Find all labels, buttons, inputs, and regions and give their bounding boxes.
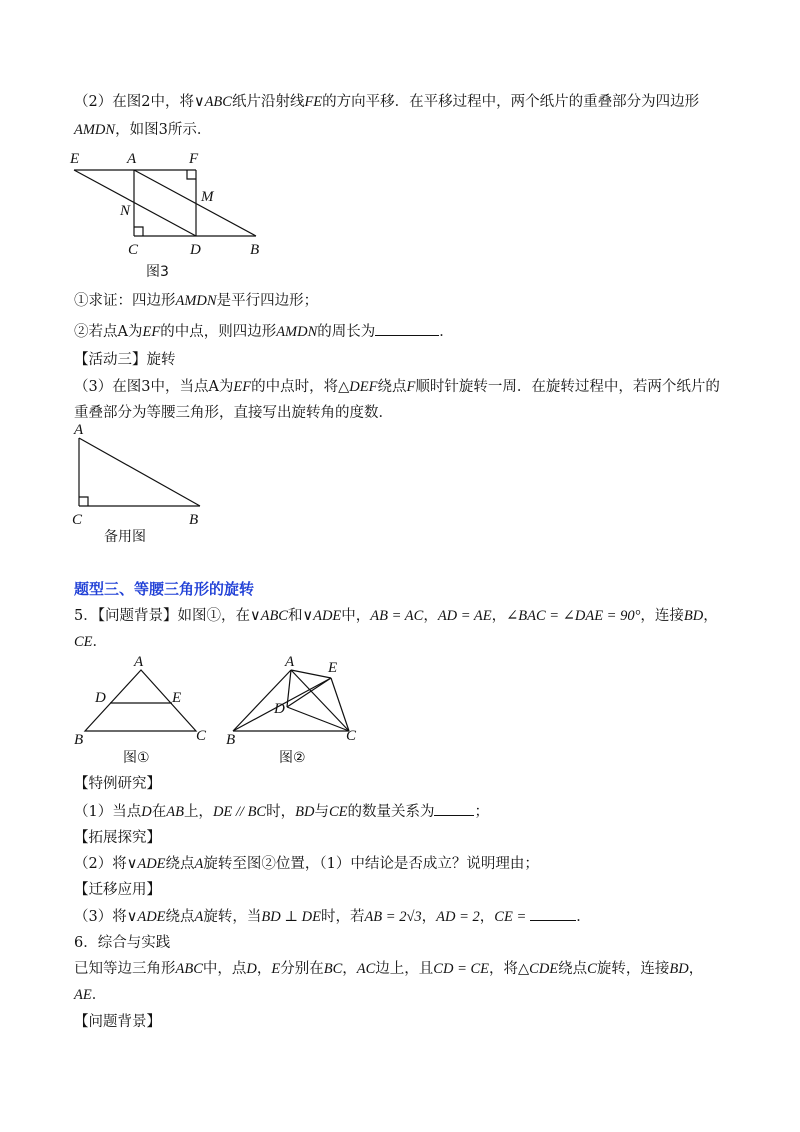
sub-question-1 (74, 801, 489, 822)
segment-ec (331, 678, 349, 731)
section-title: 题型三、等腰三角形的旋转 (74, 580, 255, 598)
figure-1-caption: 图① (123, 750, 150, 766)
text: ． (576, 909, 591, 925)
text: 中，点 (202, 961, 247, 977)
figure-3-caption: 图3 (146, 264, 169, 280)
text: 旋转至图②位置，（1）中结论是否成立？说明理由； (203, 856, 539, 872)
right-angle-mark-c (134, 227, 143, 236)
extend-heading: 【拓展探究】 (74, 830, 161, 846)
math-c: C (587, 961, 597, 977)
text: 5．【问题背景】如图①，在 (74, 608, 250, 624)
right-angle-mark-f (187, 170, 196, 179)
text: 绕点 (165, 909, 195, 925)
math-triangle-def: △DEF (338, 379, 378, 395)
math-parallel: DE // BC (212, 804, 267, 820)
text: 旋转，连接 (596, 961, 670, 977)
paragraph-3-line1 (74, 377, 720, 397)
label-b: B (250, 242, 260, 258)
segment-ab (134, 170, 256, 236)
math-bc: BC (323, 961, 343, 977)
figure-2 (233, 670, 349, 731)
math-triangle-ade: ∨ADE (126, 909, 166, 925)
question-1 (74, 291, 318, 311)
activity-3-heading: 【活动三】旋转 (74, 352, 176, 368)
math-triangle-abc: ∨ABC (249, 608, 288, 624)
text: ， (479, 909, 495, 925)
math-ef: EF (142, 324, 161, 340)
math-ce-value: CE = (494, 909, 527, 925)
label-b: B (226, 732, 236, 748)
text: 时， (266, 804, 296, 820)
math-ef: EF (233, 379, 252, 395)
text: 绕点 (558, 961, 588, 977)
text: 中， (341, 608, 371, 624)
text: ． (91, 987, 107, 1003)
apply-heading: 【迁移应用】 (74, 882, 161, 898)
label-b: B (189, 512, 199, 528)
segment-de (287, 678, 331, 707)
text: 绕点 (165, 856, 195, 872)
text: ， (703, 608, 718, 624)
text: 是平行四边形； (216, 293, 319, 309)
math-ab-value: AB = 2√3 (364, 909, 422, 925)
math-triangle-ade: ∨ADE (126, 856, 166, 872)
math-equation: ∠BAC = ∠DAE = 90° (506, 608, 641, 624)
text: 和 (287, 608, 303, 624)
background-heading: 【问题背景】 (74, 1014, 161, 1030)
text: 边上，且 (375, 961, 434, 977)
text: 时，若 (320, 909, 365, 925)
text: ． (439, 324, 454, 340)
text: ． (92, 634, 108, 650)
text: 的周长为 (317, 324, 376, 340)
math-triangle-cde: △CDE (518, 961, 559, 977)
label-a: A (285, 654, 295, 670)
label-d: D (190, 242, 201, 258)
text: （3）将 (74, 909, 127, 925)
math-a: A (194, 856, 204, 872)
figure-2-caption: 图② (279, 750, 306, 766)
text: ， (342, 961, 357, 977)
label-e: E (328, 660, 338, 676)
segment-ab (79, 438, 200, 506)
question-2 (74, 321, 454, 342)
math-fe: FE (304, 94, 323, 110)
label-m: M (201, 189, 214, 205)
math-ae: AE (74, 987, 92, 1003)
right-angle-mark-c (79, 497, 88, 506)
label-c: C (346, 728, 357, 744)
math-ab: AB (166, 804, 184, 820)
text: 的中点时，将 (251, 379, 339, 395)
text: 旋转，当 (203, 909, 262, 925)
problem-5-line1 (74, 606, 718, 626)
math-abc: ABC (175, 961, 203, 977)
label-c: C (196, 728, 207, 744)
special-study-heading: 【特例研究】 (74, 776, 161, 792)
text: ②若点A为 (74, 324, 143, 340)
math-amdn: AMDN (175, 293, 217, 309)
math-d: D (141, 804, 152, 820)
math-f: F (406, 379, 416, 395)
math-equation: AB = AC (370, 608, 424, 624)
math-d: D (246, 961, 257, 977)
problem-5-line2 (74, 632, 107, 652)
text: 绕点 (377, 379, 407, 395)
text: 的方向平移．在平移过程中，两个纸片的重叠部分为四边形 (322, 94, 700, 110)
label-f: F (189, 151, 199, 167)
math-ac: AC (356, 961, 376, 977)
math-triangle-ade: ∨ADE (302, 608, 342, 624)
label-a: A (74, 422, 84, 438)
sub-question-2 (74, 854, 539, 874)
segment-dc (287, 707, 349, 731)
math-a: A (194, 909, 204, 925)
text: ， (423, 608, 438, 624)
math-amdn: AMDN (74, 122, 116, 138)
text: 已知等边三角形 (74, 961, 176, 977)
text: ，如图3所示． (115, 122, 212, 138)
text: ①求证：四边形 (74, 293, 176, 309)
figure-spare (79, 438, 200, 506)
label-d: D (274, 701, 285, 717)
text: ，将 (489, 961, 519, 977)
math-bd: BD (669, 961, 689, 977)
math-equation: CD = CE (433, 961, 490, 977)
label-a: A (134, 654, 144, 670)
segment-ac (291, 670, 349, 731)
math-triangle-abc: ∨ABC (193, 94, 232, 110)
text: （3）在图3中，当点A为 (74, 379, 234, 395)
text: 上， (183, 804, 213, 820)
math-e: E (271, 961, 281, 977)
problem-6-line2 (74, 985, 106, 1005)
text: （2）在图2中，将 (74, 94, 194, 110)
math-bd: BD (295, 804, 315, 820)
label-e: E (172, 690, 182, 706)
label-a: A (127, 151, 137, 167)
paragraph-3-line2: 重叠部分为等腰三角形，直接写出旋转角的度数． (74, 405, 393, 421)
math-ad-value: AD = 2 (436, 909, 480, 925)
text: 的数量关系为 (347, 804, 435, 820)
label-d: D (95, 690, 106, 706)
answer-blank (530, 906, 576, 921)
label-c: C (128, 242, 139, 258)
answer-blank (434, 801, 474, 816)
text: 与 (314, 804, 329, 820)
math-bd: BD (683, 608, 704, 624)
text: （1）当点 (74, 804, 142, 820)
text: ， (421, 909, 437, 925)
math-perpendicular: BD ⊥ DE (261, 909, 321, 925)
math-amdn: AMDN (276, 324, 318, 340)
text: ， (256, 961, 272, 977)
text: （2）将 (74, 856, 127, 872)
problem-6-line1 (74, 959, 703, 979)
text: ； (474, 804, 489, 820)
text: 在 (151, 804, 167, 820)
text: ， (688, 961, 704, 977)
label-b: B (74, 732, 84, 748)
sub-question-3 (74, 906, 591, 927)
math-ce: CE (74, 634, 93, 650)
text: ，连接 (640, 608, 684, 624)
text: ， (491, 608, 507, 624)
label-n: N (120, 203, 131, 219)
text: 纸片沿射线 (231, 94, 305, 110)
math-ce: CE (328, 804, 348, 820)
text: 的中点，则四边形 (160, 324, 277, 340)
spare-caption: 备用图 (104, 529, 146, 545)
label-c: C (72, 512, 83, 528)
label-e: E (70, 151, 80, 167)
problem-6-title: 6．综合与实践 (74, 935, 171, 951)
math-equation: AD = AE (437, 608, 492, 624)
text: 分别在 (280, 961, 324, 977)
segment-ed (74, 170, 196, 236)
answer-blank (375, 321, 439, 336)
text: 顺时针旋转一周．在旋转过程中，若两个纸片的 (415, 379, 720, 395)
figure-3 (74, 170, 256, 236)
